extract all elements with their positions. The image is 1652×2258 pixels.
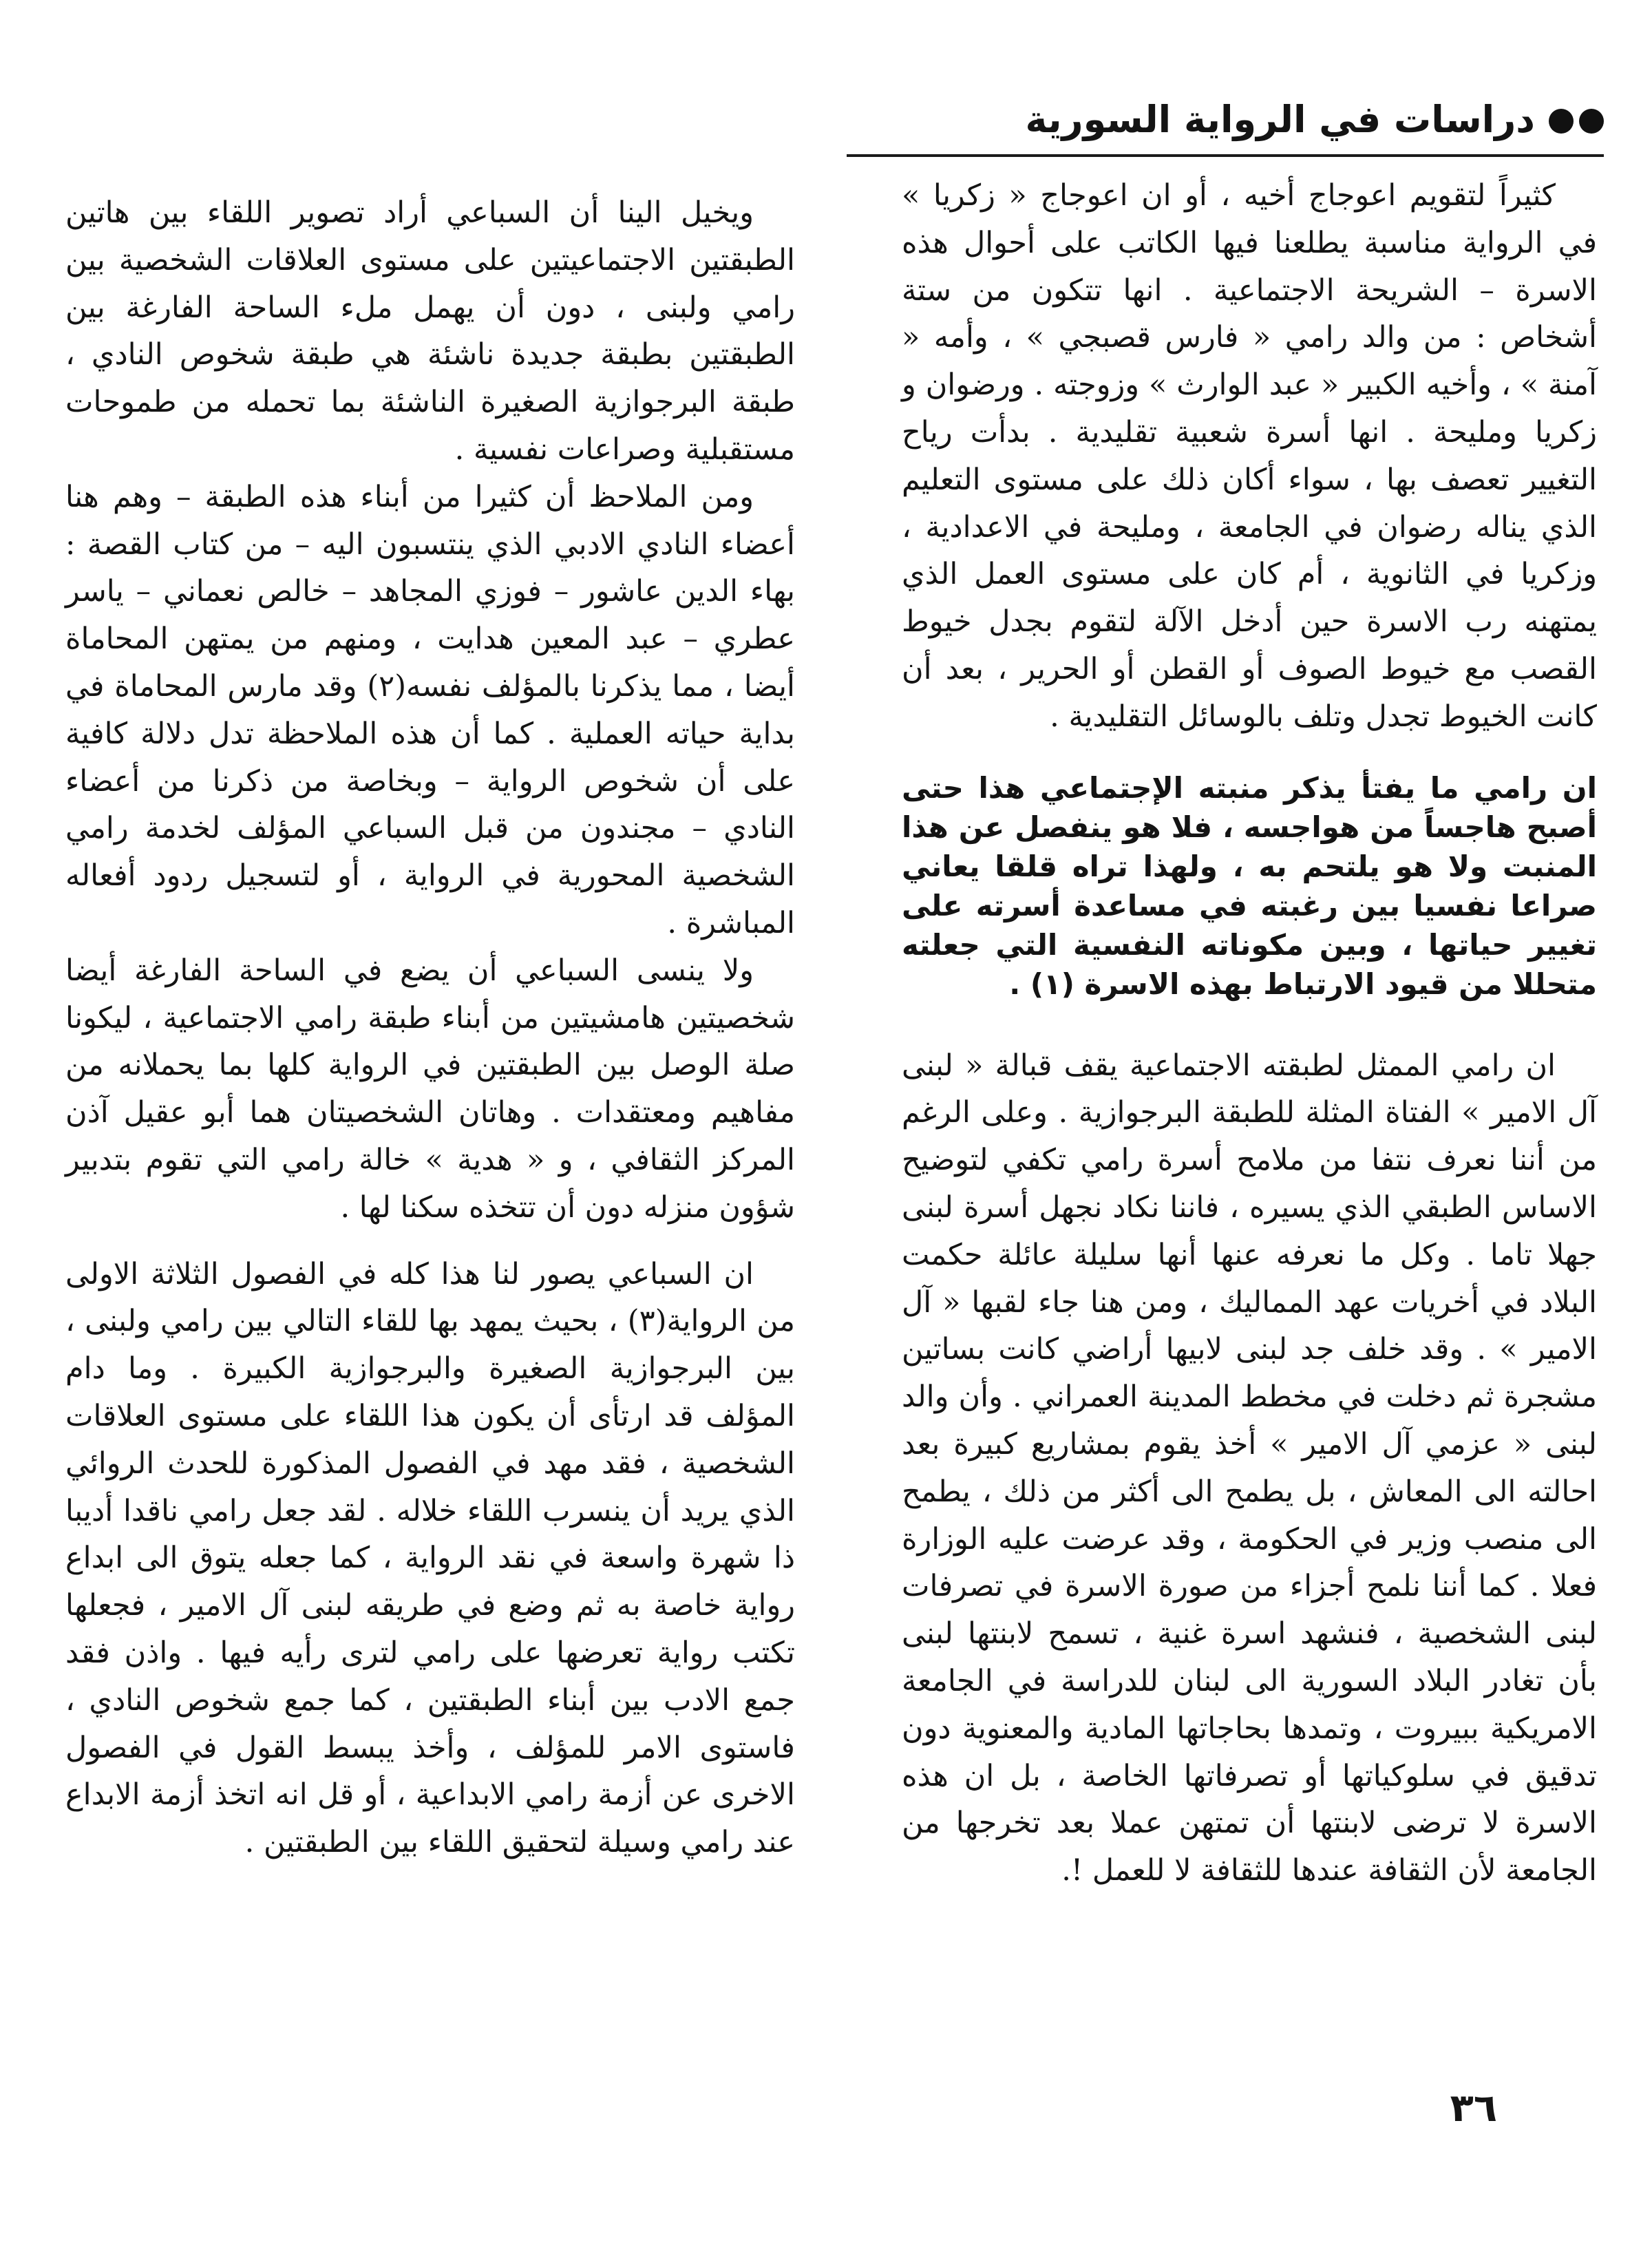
left-paragraph-2: ومن الملاحظ أن كثيرا من أبناء هذه الطبقة – وهم هنا أعضاء النادي الادبي الذي ينتسبون اليه – من كتاب القصة : بهاء الدين عاشور – فوزي المجاهد – خالص نعماني – ياسر عطري – عبد المعين هدايت ، ومنهم من يمتهن المحاماة أيضا ، مما يذكرنا بالمؤلف نفسه(٢) وقد مارس المحاماة في بداية حياته العملية . كما أن هذه الملاحظة تدل دلالة كافية على أن شخوص الرواية – وبخاصة من ذكرنا من أعضاء النادي – مجندون من قبل السباعي المؤلف لخدمة رامي الشخصية المحورية في الرواية ، أو لتسجيل ردود أفعاله المباشرة . [65,479,795,940]
left-paragraph-3: ولا ينسى السباعي أن يضع في الساحة الفارغة أيضا شخصيتين هامشيتين من أبناء طبقة رامي الاجتماعية ، ليكونا صلة الوصل بين الطبقتين في الرواية كلها بما يحملانه من مفاهيم ومعتقدات . وهاتان الشخصيتان هما أبو عقيل آذن المركز الثقافي ، و « هدية » خالة رامي التي تقوم بتدبير شؤون منزله دون أن تتخذه سكنا لها . [65,953,795,1225]
bold-quote: ان رامي ما يفتأ يذكر منبته الإجتماعي هذا حتى أصبح هاجساً من هواجسه ، فلا هو ينفصل عن هذا المنبت ولا هو يلتحم به ، ولهذا تراه قلقا يعاني صراعا نفسيا بين رغبته في مساعدة أسرته على تغيير حياتها ، وبين مكوناته النفسية التي جعلته متحللا من قيود الارتباط بهذه الاسرة (١) . [902,770,1597,1001]
header-title: دراسات في الرواية السورية [1025,98,1535,141]
right-paragraph-1: كثيراً لتقويم اعوجاج أخيه ، أو ان اعوجاج « زكريا » في الرواية مناسبة يطلعنا فيها الكاتب على أحوال هذه الاسرة – الشريحة الاجتماعية . انها تتكون من ستة أشخاص : من والد رامي « فارس قصبجي » ، وأمه « آمنة » ، وأخيه الكبير « عبد الوارث » وزوجته . ورضوان و زكريا ومليحة . انها أسرة شعبية تقليدية . بدأت رياح التغيير تعصف بها ، سواء أكان ذلك على مستوى التعليم الذي يناله رضوان في الجامعة ، ومليحة في الاعدادية ، وزكريا في الثانوية ، أم كان على مستوى العمل الذي يمتهنه رب الاسرة حين أدخل الآلة لتقوم بجدل خيوط القصب مع خيوط الصوف أو القطن أو الحرير ، بعد أن كانت الخيوط تجدل وتلف بالوسائل التقليدية . [902,178,1597,734]
header-divider [847,154,1604,157]
right-column [902,172,1597,1895]
left-paragraph-1: ويخيل الينا أن السباعي أراد تصوير اللقاء بين هاتين الطبقتين الاجتماعيتين على مستوى العلاقات الشخصية بين رامي ولبنى ، دون أن يهمل ملء الساحة الفارغة بين الطبقتين بطبقة جديدة ناشئة هي طبقة شخوص النادي ، طبقة البرجوازية الصغيرة الناشئة بما تحمله من طموحات مستقبلية وصراعات نفسية . [65,196,795,467]
running-header [847,83,1604,158]
left-paragraph-4: ان السباعي يصور لنا هذا كله في الفصول الثلاثة الاولى من الرواية(٣) ، بحيث يمهد بها للقاء التالي بين رامي ولبنى ، بين البرجوازية الصغيرة والبرجوازية الكبيرة . وما دام المؤلف قد ارتأى أن يكون هذا اللقاء على مستوى العلاقات الشخصية ، فقد مهد في الفصول المذكورة للحدث الروائي الذي يريد أن ينسرب اللقاء خلاله . لقد جعل رامي ناقدا أديبا ذا شهرة واسعة في نقد الرواية ، كما جعله يتوق الى ابداع رواية خاصة به ثم وضع في طريقه لبنى آل الامير ، فجعلها تكتب رواية تعرضها على رامي لترى رأيه فيها . واذن فقد جمع الادب بين أبناء الطبقتين ، كما جمع شخوص النادي ، فاستوى الامر للمؤلف ، وأخذ يبسط القول في الفصول الاخرى عن أزمة رامي الابداعية ، أو قل انه اتخذ أزمة الابداع عند رامي وسيلة لتحقيق اللقاء بين الطبقتين . [65,1256,795,1860]
left-column [65,189,795,1866]
page-number: ٣٦ [1450,2086,1497,2131]
right-paragraph-2: ان رامي الممثل لطبقته الاجتماعية يقف قبالة « لبنى آل الامير » الفتاة المثلة للطبقة البرجوازية . وعلى الرغم من أننا نعرف نتفا من ملامح أسرة رامي تكفي لتوضيح الاساس الطبقي الذي يسيره ، فاننا نكاد نجهل أسرة لبنى جهلا تاما . وكل ما نعرفه عنها أنها سليلة عائلة حكمت البلاد في أخريات عهد المماليك ، ومن هنا جاء لقبها « آل الامير » . وقد خلف جد لبنى لابيها أراضي كانت بساتين مشجرة ثم دخلت في مخطط المدينة العمراني . وأن والد لبنى « عزمي آل الامير » أخذ يقوم بمشاريع كبيرة بعد احالته الى المعاش ، بل يطمح الى أكثر من ذلك ، يطمح الى منصب وزير في الحكومة ، وقد عرضت عليه الوزارة فعلا . كما أننا نلمح أجزاء من صورة الاسرة في تصرفات لبنى الشخصية ، فنشهد اسرة غنية ، تسمح لابنتها لبنى بأن تغادر البلاد السورية الى لبنان للدراسة في الجامعة الامريكية ببيروت ، وتمدها بحاجاتها المادية والمعنوية دون تدقيق في سلوكياتها أو تصرفاتها الخاصة ، بل ان هذه الاسرة لا ترضى لابنتها أن تمتهن عملا بعد تخرجها من الجامعة لأن الثقافة عندها للثقافة لا للعمل !. [902,1048,1597,1888]
header-bullet-dots-icon [1542,109,1604,136]
